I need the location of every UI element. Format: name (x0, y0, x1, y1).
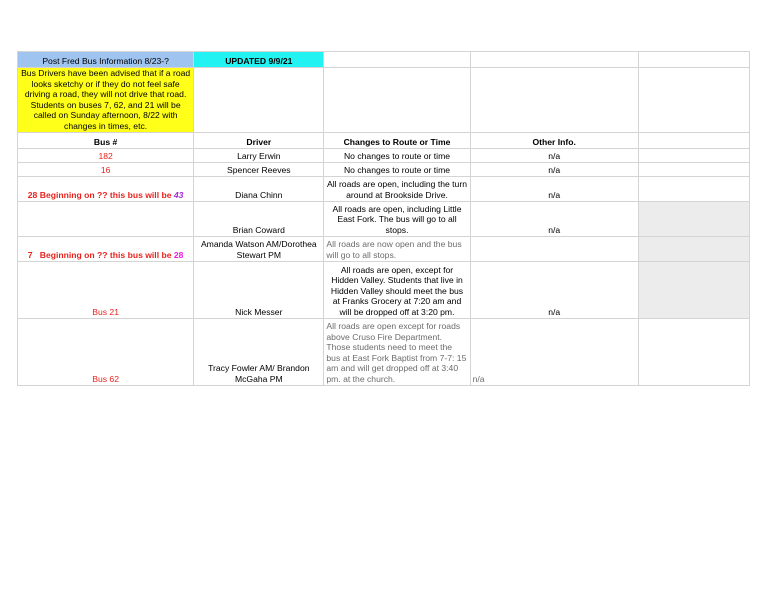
driver-cell[interactable]: Diana Chinn (194, 176, 324, 201)
empty-cell[interactable] (638, 201, 749, 236)
changes-cell[interactable]: All roads are open, including the turn around at Brookside Drive. (324, 176, 470, 201)
bus-renumber-note: Beginning on ?? this bus will be (39, 189, 172, 200)
empty-cell[interactable] (470, 68, 638, 133)
other-info-cell[interactable]: n/a (470, 201, 638, 236)
bus-number-cell[interactable]: 182 (18, 148, 194, 162)
bus-number: 28 (27, 189, 38, 200)
header-row (18, 132, 750, 148)
table-row (18, 236, 750, 261)
updated-cell[interactable]: UPDATED 9/9/21 (194, 52, 324, 68)
table-row (18, 148, 750, 162)
bus-number-cell[interactable] (18, 236, 194, 261)
other-info-cell[interactable] (470, 236, 638, 261)
empty-cell[interactable] (638, 132, 749, 148)
driver-advisory-note[interactable]: Bus Drivers have been advised that if a road looks sketchy or if they do not feel safe driving a road, they will not drive that road. Students on buses 7, 62, and 21 will be called on Sunday afternoon, 8/22 with changes in times, etc. (18, 68, 194, 133)
header-bus[interactable]: Bus # (18, 132, 194, 148)
changes-cell[interactable]: All roads are open except for roads above Cruso Fire Department. Those students need to meet the bus at East Fork Baptist from 7-7: 15 am and will get dropped off at 3:40 pm. at the church. (324, 318, 470, 385)
empty-cell[interactable] (638, 318, 749, 385)
empty-cell[interactable] (638, 236, 749, 261)
table-row (18, 318, 750, 385)
other-info-cell[interactable]: n/a (470, 162, 638, 176)
other-info-cell[interactable]: n/a (470, 261, 638, 318)
bus-number-cell[interactable]: 16 (18, 162, 194, 176)
bus-number: 7 (27, 249, 33, 260)
table-row (18, 162, 750, 176)
changes-cell[interactable]: All roads are now open and the bus will go to all stops. (324, 236, 470, 261)
empty-cell[interactable] (638, 148, 749, 162)
empty-cell[interactable] (324, 52, 470, 68)
empty-cell[interactable] (638, 52, 749, 68)
changes-cell[interactable]: All roads are open, including Little East Fork. The bus will go to all stops. (324, 201, 470, 236)
driver-cell[interactable]: Nick Messer (194, 261, 324, 318)
title-row (18, 52, 750, 68)
empty-cell[interactable] (324, 68, 470, 133)
empty-cell[interactable] (194, 68, 324, 133)
driver-cell[interactable]: Tracy Fowler AM/ Brandon McGaha PM (194, 318, 324, 385)
driver-cell[interactable]: Spencer Reeves (194, 162, 324, 176)
bus-number-cell[interactable] (18, 176, 194, 201)
header-other[interactable]: Other Info. (470, 132, 638, 148)
other-info-cell[interactable]: n/a (470, 318, 638, 385)
new-bus-number: 28 (173, 249, 184, 260)
bus-renumber-note: Beginning on ?? this bus will be (39, 249, 172, 260)
table-row (18, 201, 750, 236)
header-changes[interactable]: Changes to Route or Time (324, 132, 470, 148)
header-driver[interactable]: Driver (194, 132, 324, 148)
driver-cell[interactable]: Larry Erwin (194, 148, 324, 162)
empty-cell[interactable] (470, 52, 638, 68)
empty-cell[interactable] (638, 162, 749, 176)
table-row (18, 261, 750, 318)
changes-cell[interactable]: All roads are open, except for Hidden Valley. Students that live in Hidden Valley should meet the bus at Franks Grocery at 7:20 am and will be dropped off at 3:20 pm. (324, 261, 470, 318)
changes-cell[interactable]: No changes to route or time (324, 162, 470, 176)
changes-cell[interactable]: No changes to route or time (324, 148, 470, 162)
other-info-cell[interactable]: n/a (470, 176, 638, 201)
title-cell[interactable]: Post Fred Bus Information 8/23-? (18, 52, 194, 68)
spreadsheet-table (17, 51, 750, 386)
table-row (18, 176, 750, 201)
empty-cell[interactable] (638, 176, 749, 201)
empty-cell[interactable] (638, 261, 749, 318)
note-row (18, 68, 750, 133)
bus-number-cell[interactable]: Bus 21 (18, 261, 194, 318)
driver-cell[interactable]: Brian Coward (194, 201, 324, 236)
empty-cell[interactable] (638, 68, 749, 133)
new-bus-number: 43 (173, 189, 184, 200)
driver-cell[interactable]: Amanda Watson AM/Dorothea Stewart PM (194, 236, 324, 261)
bus-number-cell[interactable]: Bus 62 (18, 318, 194, 385)
bus-number-cell[interactable] (18, 201, 194, 236)
other-info-cell[interactable]: n/a (470, 148, 638, 162)
